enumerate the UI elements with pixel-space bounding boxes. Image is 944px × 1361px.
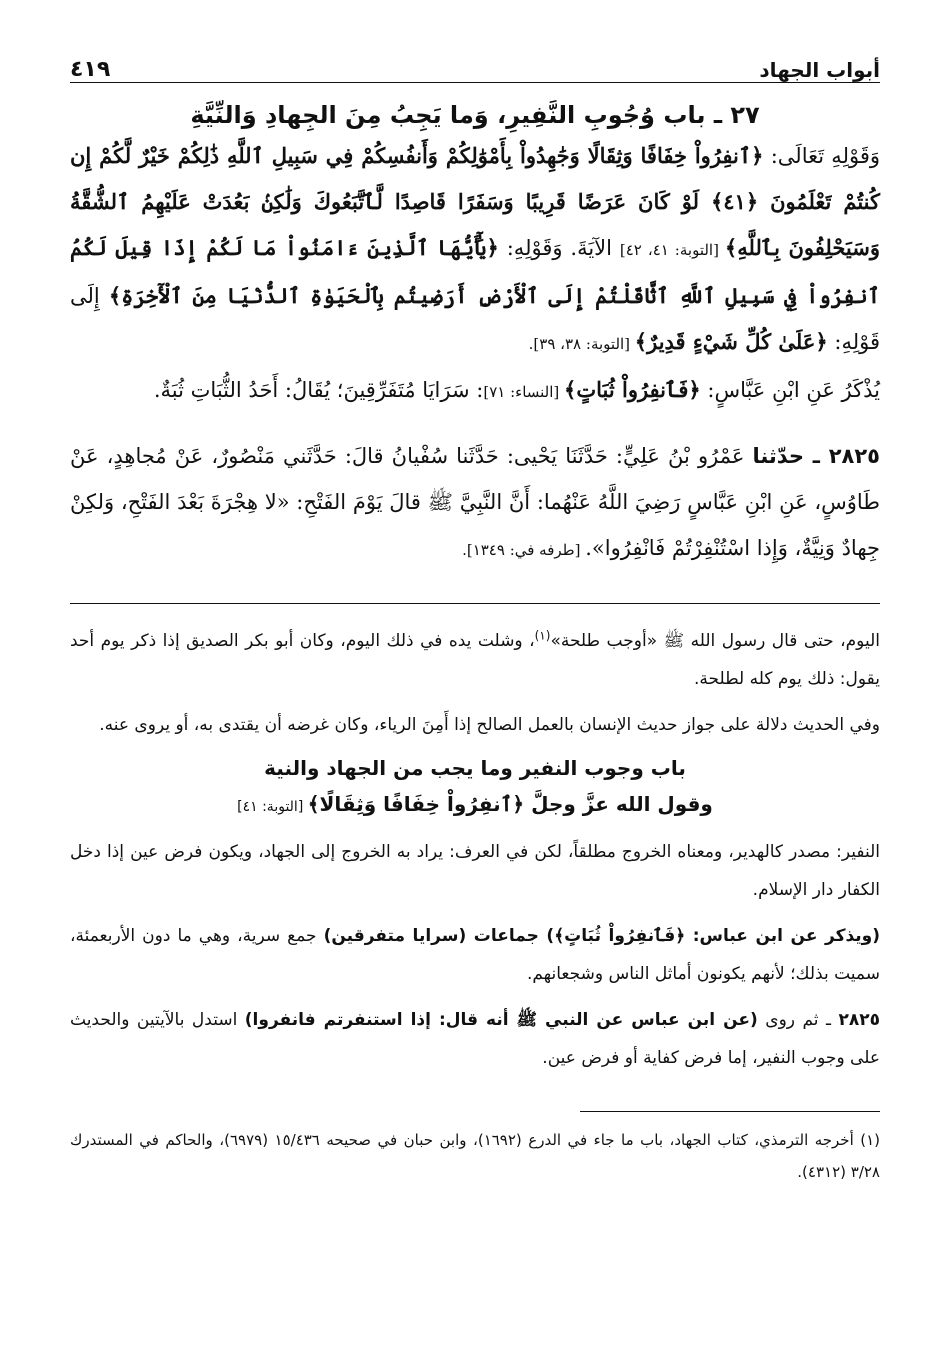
page-number: ٤١٩ xyxy=(70,57,111,82)
book-page xyxy=(70,38,880,1338)
verse-reference: [التوبة: ٤١، ٤٢] xyxy=(619,241,725,259)
verse-reference: [التوبة: ٣٨، ٣٩]. xyxy=(528,335,635,353)
hadith-cross-reference: [طرفه في: ١٣٤٩]. xyxy=(462,541,586,559)
commentary-title-line: باب وجوب النفير وما يجب من الجهاد والنية xyxy=(264,756,686,780)
commentary-paragraph: النفير: مصدر كالهدير، ومعناه الخروج مطلقاً، لكن في العرف: يراد به الخروج إلى الجهاد، ويكون فرض عين إذا دخل الكفار دار الإسلام. xyxy=(70,842,880,900)
commentary-chapter-title xyxy=(70,750,880,825)
quran-verse: ﴿ٱنفِرُواْ خِفَافًا وَثِقَالًا وَجَٰهِدُواْ بِأَمْوَٰلِكُمْ وَأَنفُسِكُمْ فِي سَبِيلِ ٱللَّهِ ذَٰلِكُمْ خَيْرٌ لَّكُمْ إِن كُنتُمْ تَعْلَمُونَ ﴿٤١﴾ لَوْ كَانَ عَرَضًا قَرِيبًا وَسَفَرًا قَاصِدًا لَّٱتَّبَعُوكَ وَلَٰكِنۢ بَعُدَتْ عَلَيْهِمُ ٱلشُّقَّةُ وَسَيَحْلِفُونَ بِٱللَّهِ﴾ xyxy=(70,143,880,260)
commentary-text: ـ ثم روى xyxy=(757,1010,839,1030)
hadith-body: عَمْرُو بْنُ عَلِيٍّ: حَدَّثَنَا يَحْيى: حَدَّثَنا سُفْيانُ قالَ: حَدَّثَني مَنْصُورٌ، عَنْ مُجاهِدٍ، عَنْ طَاوُسٍ، عَنِ ابْنِ عَبَّاسٍ رَضِيَ اللَّهُ عَنْهُما: أَنَّ النَّبِيَّ ﷺ قالَ يَوْمَ الفَتْحِ: «لا هِجْرَةَ بَعْدَ الفَتْحِ، وَلكِنْ جِهادٌ وَنِيَّةٌ، وَإِذا اسْتُنْفِرْتُمْ فَانْفِرُوا». xyxy=(70,444,880,560)
narration-text: يُذْكَرُ عَنِ ابْنِ عَبَّاسٍ: xyxy=(700,378,880,402)
commentary-text: اليوم، حتى قال رسول الله ﷺ «أوجب طلحة» xyxy=(550,631,880,651)
quoted-text: (عن ابن عباس عن النبي ﷺ أنه قال: إذا استنفرتم فانفروا) xyxy=(244,1010,758,1030)
chapter-title: ٢٧ ـ باب وُجُوبِ النَّفِيرِ، وَما يَجِبُ مِنَ الجِهادِ وَالنِّيَّةِ xyxy=(190,101,760,129)
hadith-paragraph xyxy=(70,433,880,573)
footnote-rule xyxy=(580,1111,880,1112)
commentary-paragraph xyxy=(70,1001,880,1077)
running-header xyxy=(70,38,880,83)
ibn-abbas-paragraph xyxy=(70,367,880,415)
quoted-text: (ويذكر عن ابن عباس: xyxy=(685,926,880,946)
quran-verse: ﴿ٱنفِرُواْ خِفَافًا وَثِقَالًا﴾ xyxy=(307,792,525,816)
commentary-paragraph xyxy=(70,622,880,698)
commentary-text: ) جماعات xyxy=(466,926,555,946)
verse-reference: [التوبة: ٤١] xyxy=(237,799,308,815)
commentary-title-text: وقول الله عزَّ وجلَّ xyxy=(524,792,713,816)
intro-text: إِلَى قَوْلِهِ: xyxy=(70,284,880,354)
commentary-block xyxy=(70,622,880,1077)
commentary-paragraph xyxy=(70,917,880,993)
verse-reference: [النساء: ٧١] xyxy=(483,383,565,401)
section-divider xyxy=(70,603,880,604)
commentary-text: ، وشلت يده في ذلك اليوم، وكان أبو بكر الصديق إذا ذكر يوم أحد يقول: ذلك يوم كله لطلحة. xyxy=(70,631,880,689)
hadith-number: ٢٨٢٥ xyxy=(838,1010,880,1030)
running-title: أبواب الجهاد xyxy=(759,58,880,82)
commentary-paragraph: وفي الحديث دلالة على جواز حديث الإنسان بالعمل الصالح إذا أَمِنَ الرياء، وكان غرضه أن يقتدى به، أو يروى عنه. xyxy=(99,715,880,735)
footnote-marker: (١) xyxy=(534,628,551,643)
quran-verse: ﴿عَلَىٰ كُلِّ شَيْءٍ قَدِيرٌ﴾ xyxy=(634,329,828,354)
footnote: (١) أخرجه الترمذي، كتاب الجهاد، باب ما جاء في الدرع (١٦٩٢)، وابن حبان في صحيحه ١٥/٤٣٦ (٦٩٧٩)، والحاكم في المستدرك ٣/٢٨ (٤٣١٢). xyxy=(70,1131,881,1181)
commentary-title-line xyxy=(70,786,880,825)
quran-verse: ﴿يَٰٓأَيُّهَا ٱلَّذِينَ ءَامَنُواْ مَا لَكُمْ إِذَا قِيلَ لَكُمُ ٱنفِرُواْ فِي سَبِيلِ ٱللَّهِ ٱثَّاقَلْتُمْ إِلَى ٱلْأَرْضِ أَرَضِيتُم بِٱلْحَيَوٰةِ ٱلدُّنْيَا مِنَ ٱلْأٓخِرَةِ﴾ xyxy=(70,235,880,308)
intro-text: الآيَةَ. وَقَوْلِهِ: xyxy=(498,236,620,260)
quran-verse: ﴿فَٱنفِرُواْ ثُبَاتٍ﴾ xyxy=(554,926,686,946)
chapter-intro-paragraph xyxy=(70,133,880,367)
narration-text: : سَرَايَا مُتَفَرِّقِينَ؛ يُقَالُ: أَحَدُ الثُّبَاتِ ثُبَةٌ. xyxy=(153,378,484,402)
hadith-text-block xyxy=(70,133,880,573)
commentary-text: استدل بالآيتين والحديث على وجوب النفير، إما فرض كفاية أو فرض عين. xyxy=(70,1010,880,1068)
quoted-text: (سرايا متفرقين) xyxy=(323,926,467,946)
commentary-text: جمع سرية، وهي ما دون الأربعمئة، سميت بذلك؛ لأنهم يكونون أماثل الناس وشجعانهم. xyxy=(70,926,880,984)
intro-text: وَقَوْلِهِ تَعَالَى: xyxy=(763,144,880,168)
hadith-number: ٢٨٢٥ ـ حدّثنا xyxy=(752,444,880,468)
quran-verse: ﴿فَٱنفِرُواْ ثُبَاتٍ﴾ xyxy=(564,377,701,402)
